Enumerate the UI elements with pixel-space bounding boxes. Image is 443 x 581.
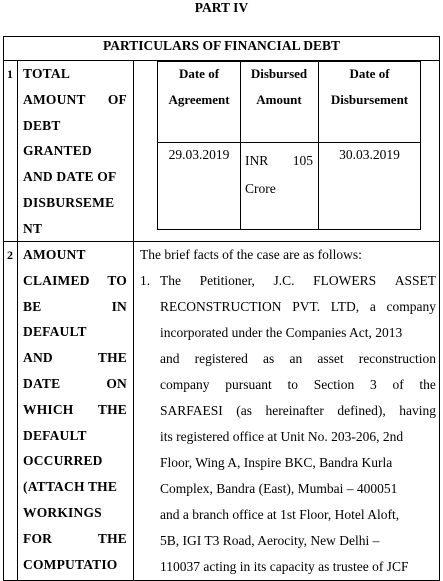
row-label [23,61,127,242]
word: The [160,273,181,288]
word: pursuant [225,377,272,392]
word: NT [23,220,43,236]
word: incorporated under the Companies Act, 2013 [160,325,403,340]
header-disbursed-amount: Disbursed Amount [250,66,308,107]
word: 110037 acting in its capacity as trustee of JCF [160,559,409,574]
label-line [23,61,127,87]
word: COMPUTATIO [23,556,118,572]
word: THE [97,350,127,366]
word: RECONSTRUCTION [160,299,282,314]
header-date-of-agreement: Date of Agreement [168,66,230,107]
word: company [160,377,210,392]
word: having [399,403,436,418]
facts-line [160,268,436,294]
word: LTD, [330,299,360,314]
word: THE [97,401,127,417]
word: AND DATE OF [23,169,117,185]
label-line [23,448,127,474]
label-line [23,423,127,449]
word: as [263,351,275,366]
label-line [23,87,127,113]
word: PVT. [292,299,321,314]
word: ON [106,375,127,391]
label-line [23,500,127,526]
label-line [23,190,127,216]
word: the [419,377,436,392]
facts-line [160,450,436,476]
word: FLOWERS [313,273,377,288]
label-line [23,397,127,423]
label-line [23,552,127,578]
word: hereinafter [265,403,324,418]
word: Petitioner, [199,273,255,288]
divider [133,60,134,581]
facts-line [160,554,436,580]
section-title: PARTICULARS OF FINANCIAL DEBT [103,38,340,53]
word: defined), [337,403,386,418]
divider [17,60,18,581]
facts-line [160,372,436,398]
word: and a branch office at 1st Floor, Hotel Aloft, [160,507,400,522]
facts-item-text [160,268,436,580]
word: company [386,299,436,314]
word: 5B, IGI T3 Road, Aerocity, New Delhi – [160,533,380,548]
word: to [287,377,298,392]
facts-line [160,502,436,528]
facts-intro: The brief facts of the case are as follows: [140,247,362,262]
word: WHICH [23,401,74,417]
word: AMOUNT [23,247,86,262]
label-line [23,216,127,242]
label-line [23,268,127,294]
label-line [23,113,127,139]
label-line [23,294,127,320]
divider [157,142,421,143]
facts-line [160,398,436,424]
word: DATE [23,375,61,391]
word: AND [23,350,53,366]
word: GRANTED [23,143,92,159]
word: an [289,351,303,366]
cell-date-of-disbursement: 30.03.2019 [339,147,400,162]
label-line [23,242,127,268]
word: BE [23,298,42,314]
word: Complex, Bandra (East), Mumbai – 400051 [160,481,398,496]
word: IN [111,298,127,314]
word: ASSET [394,273,436,288]
word: 3 [369,377,377,392]
header-date-of-disbursement: Date of Disbursement [330,66,409,107]
row-number: 1 [7,67,13,81]
word: registered [194,351,248,366]
word: SARFAESI [160,403,223,418]
word: TOTAL [23,66,71,81]
facts-line [160,424,436,450]
word: THE [97,530,127,546]
part-title: PART IV [194,0,249,15]
word: J.C. [273,273,295,288]
word: WORKINGS [23,504,102,520]
word: OF [107,91,127,107]
word: AMOUNT [23,91,86,107]
label-line [23,526,127,552]
word: of [392,377,404,392]
facts-line [160,320,436,346]
cell-date-of-agreement: 29.03.2019 [168,147,230,162]
word: and [160,351,180,366]
label-line [23,319,127,345]
row-number: 2 [7,248,13,262]
word: DEFAULT [23,324,87,340]
word: DEBT [23,117,61,133]
word: DISBURSEME [23,194,115,210]
facts-line [160,476,436,502]
label-line [23,138,127,164]
word: its registered office at Unit No. 203-206, 2nd [160,429,404,444]
word: TO [107,272,127,288]
word: Section [313,377,355,392]
word: (as [236,403,252,418]
label-line [23,164,127,190]
label-line [23,345,127,371]
label-line [23,371,127,397]
word: (ATTACH THE [23,479,118,495]
facts-line [160,346,436,372]
word: reconstruction [358,351,436,366]
cell-disbursed-amount: INR 105 Crore [245,153,313,196]
word: DEFAULT [23,427,87,443]
label-line [23,474,127,500]
word: asset [317,351,344,366]
word: Floor, Wing A, Inspire BKC, Bandra Kurla [160,455,393,470]
facts-item-number: 1. [140,273,151,288]
row-label [23,242,127,577]
facts-line [160,528,436,554]
word: OCCURRED [23,453,103,469]
word: FOR [23,530,53,546]
facts-line [160,294,436,320]
word: a [369,299,376,314]
word: CLAIMED [23,272,90,288]
